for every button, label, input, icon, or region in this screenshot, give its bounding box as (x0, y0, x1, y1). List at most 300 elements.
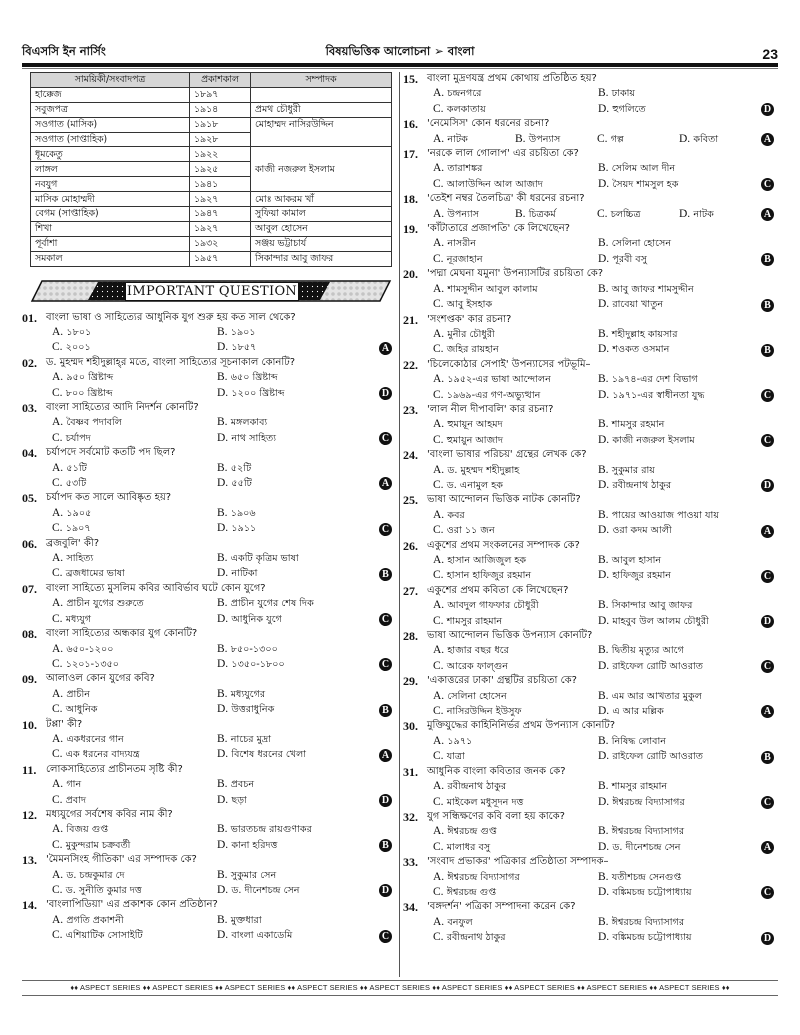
question-heading (403, 493, 778, 507)
question-heading (403, 448, 778, 462)
option-letter: C. (433, 840, 444, 853)
option-letter: B. (217, 732, 228, 745)
answer-option (433, 795, 598, 810)
question-heading (403, 403, 778, 417)
option-grid (403, 643, 778, 674)
option-grid (403, 207, 778, 222)
option-letter: D. (598, 659, 610, 672)
answer-option (433, 598, 598, 613)
answer-option (52, 386, 217, 401)
option-grid (22, 822, 394, 853)
option-letter: D. (217, 657, 229, 670)
answer-option (598, 523, 763, 538)
option-grid (403, 327, 778, 358)
question-item (403, 674, 778, 719)
option-letter: B. (598, 870, 609, 883)
option-text: ভারতচন্দ্র রায়গুণাকর (230, 824, 312, 836)
question-text: 'পদ্মা মেঘনা যমুনা' উপন্যাসটির রচয়িতা কে? (427, 268, 604, 280)
option-text: সুকুমার সেন (230, 869, 277, 881)
magazine-table (30, 72, 392, 267)
option-letter: D. (217, 703, 229, 716)
answer-option (433, 779, 598, 794)
answer-badge: C (761, 796, 774, 809)
question-text: 'বঙ্গদর্শন' পত্রিকা সম্পাদনা করেন কে? (427, 901, 576, 913)
publish-year: ১৯২৭ (190, 221, 251, 236)
option-letter: A. (433, 162, 445, 175)
option-letter: B. (217, 552, 228, 565)
question-number: 16. (403, 117, 418, 132)
question-text: টপ্পা' কী? (46, 718, 83, 730)
option-text: প্রবচন (230, 779, 255, 791)
option-grid (403, 508, 778, 539)
answer-option (433, 824, 598, 839)
answer-option (217, 461, 382, 476)
editor-name: সুফিয়া কামাল (251, 207, 392, 222)
option-grid (403, 915, 778, 946)
option-text: মাহবুব উল আলম চৌধুরী (612, 615, 709, 627)
option-letter: A. (433, 373, 445, 386)
question-number: 33. (403, 855, 418, 870)
editor-name: মোঃ আকরম খাঁ (251, 192, 392, 207)
option-letter: C. (433, 102, 444, 115)
magazine-name: লাঙ্গল (31, 162, 190, 177)
magazine-name: মাসিক মোহাম্মদী (31, 192, 190, 207)
answer-option (217, 612, 382, 627)
option-letter: A. (433, 237, 445, 250)
answer-option (52, 340, 217, 355)
option-letter: D. (217, 884, 229, 897)
option-letter: D. (217, 386, 229, 399)
answer-option (217, 506, 382, 521)
option-text: প্রাচীন যুগের শেষ দিক (230, 598, 314, 610)
option-grid (22, 461, 394, 492)
question-item (403, 117, 778, 147)
answer-option (433, 327, 598, 342)
table-row (31, 192, 392, 207)
option-text: এশিয়াটিক সোসাইটি (65, 930, 143, 942)
option-text: হুমায়ূন আহমদ (447, 419, 503, 431)
editor-name: সিকান্দার আবু জাফর (251, 251, 392, 266)
option-text: আধুনিক যুগে (231, 613, 282, 625)
magazine-name: সবুজপত্র (31, 102, 190, 117)
option-text: ড. দীনেশচন্দ্র সেন (612, 841, 681, 853)
question-number: 07. (22, 581, 37, 596)
magazine-name: হাক্কেজ (31, 87, 190, 102)
option-text: নাথ সাহিত্য (231, 432, 277, 444)
question-item (403, 403, 778, 448)
answer-option (598, 598, 763, 613)
option-letter: B. (217, 325, 228, 338)
option-text: হাজার বছর ধরে (447, 645, 509, 657)
question-heading (403, 719, 778, 733)
answer-badge: A (761, 841, 774, 854)
question-heading (403, 117, 778, 131)
answer-option (52, 793, 217, 808)
option-grid (22, 642, 394, 673)
question-heading (403, 72, 778, 86)
question-heading (22, 808, 394, 822)
question-item (403, 313, 778, 358)
answer-option (52, 596, 217, 611)
answer-option (433, 643, 598, 658)
answer-option (598, 433, 763, 448)
question-text: 'একাত্তরের ঢাকা' গ্রন্থটির রচয়িতা কে? (427, 675, 577, 687)
option-letter: A. (52, 371, 64, 384)
option-text: ৫৫টি (231, 478, 252, 490)
answer-option (52, 868, 217, 883)
answer-option (598, 177, 763, 192)
option-letter: D. (598, 569, 610, 582)
option-text: মুকুন্দরাম চক্রবর্তী (65, 839, 131, 851)
answer-option (433, 372, 598, 387)
answer-badge: D (379, 884, 392, 897)
question-item (403, 147, 778, 192)
question-item (403, 810, 778, 855)
option-text: মধ্যযুগের (230, 688, 266, 700)
question-heading (403, 629, 778, 643)
option-grid (22, 551, 394, 582)
option-letter: C. (433, 478, 444, 491)
answer-badge: D (761, 932, 774, 945)
publish-year: ১৯৪৭ (190, 207, 251, 222)
column-header: প্রকাশকাল (190, 73, 251, 88)
option-grid (403, 86, 778, 117)
question-number: 06. (22, 536, 37, 551)
option-text: ১৯৭৪-এর দেশ বিভাগ (611, 374, 698, 386)
question-heading (403, 358, 778, 372)
option-text: মালাধর বসু (446, 841, 491, 853)
answer-option (598, 297, 763, 312)
option-letter: A. (52, 642, 64, 655)
answer-option (433, 161, 598, 176)
question-item (22, 401, 394, 446)
answer-option (52, 747, 217, 762)
question-text: বাংলা সাহিত্যে মুসলিম কবির আবির্ভাব ঘটে কোন যুগে? (46, 582, 266, 594)
question-list-left (22, 311, 394, 944)
editor-name: প্রমথ চৌধুরী (251, 102, 392, 117)
answer-option (52, 325, 217, 340)
question-number: 27. (403, 583, 418, 598)
footer-rule-top (22, 980, 778, 981)
answer-option (598, 236, 763, 251)
option-text: উপন্যাস (528, 133, 561, 145)
magazine-name: সমকাল (31, 251, 190, 266)
question-number: 25. (403, 493, 418, 508)
question-heading (403, 900, 778, 914)
option-grid (403, 161, 778, 192)
option-letter: A. (433, 915, 445, 928)
answer-badge: B (379, 839, 392, 852)
option-grid (22, 415, 394, 446)
answer-option (598, 659, 763, 674)
answer-option (217, 883, 382, 898)
option-text: ১২০০ খ্রিষ্টাব্দ (231, 387, 285, 399)
answer-option (598, 704, 763, 719)
answer-badge: C (379, 523, 392, 536)
answer-option (598, 915, 763, 930)
option-text: গান (66, 779, 82, 791)
option-letter: D. (598, 524, 610, 537)
option-grid (403, 598, 778, 629)
question-item (403, 358, 778, 403)
option-grid (22, 325, 394, 356)
answer-badge: C (761, 886, 774, 899)
question-item (22, 718, 394, 763)
answer-option (52, 566, 217, 581)
question-item (403, 719, 778, 764)
option-grid (403, 870, 778, 901)
option-text: যাত্রা (446, 751, 465, 763)
answer-option (52, 431, 217, 446)
question-heading (403, 584, 778, 598)
option-letter: D. (679, 132, 691, 145)
answer-option (598, 161, 763, 176)
question-item (403, 629, 778, 674)
question-heading (403, 267, 778, 281)
question-text: মধ্যযুগের সর্বশেষ কবির নাম কী? (46, 808, 173, 820)
option-letter: B. (515, 207, 526, 220)
question-number: 24. (403, 448, 418, 463)
answer-option (433, 614, 598, 629)
answer-option (433, 342, 598, 357)
option-letter: A. (433, 282, 445, 295)
answer-option (598, 388, 763, 403)
option-letter: A. (433, 207, 445, 220)
option-letter: B. (598, 825, 609, 838)
answer-option (217, 521, 382, 536)
option-letter: B. (217, 416, 228, 429)
option-text: ড. চন্দ্রকুমার দে (66, 869, 125, 881)
answer-badge: C (761, 570, 774, 583)
option-letter: B. (598, 508, 609, 521)
question-heading (403, 765, 778, 779)
page-number: 23 (762, 46, 778, 62)
question-heading (22, 537, 394, 551)
answer-option (679, 132, 761, 147)
option-letter: A. (433, 418, 445, 431)
answer-option (433, 689, 598, 704)
option-grid (403, 236, 778, 267)
option-text: জহির রায়হান (446, 344, 499, 356)
question-item (22, 627, 394, 672)
magazine-name: নবযুগ (31, 177, 190, 192)
option-letter: A. (433, 554, 445, 566)
option-letter: B. (598, 282, 609, 295)
option-letter: D. (217, 567, 229, 580)
option-letter: C. (52, 522, 63, 535)
answer-option (217, 340, 382, 355)
magazine-name: শিখা (31, 221, 190, 236)
answer-badge: C (379, 930, 392, 943)
question-number: 28. (403, 629, 418, 644)
option-letter: B. (217, 371, 228, 384)
option-text: শামসুর রাহমান (611, 781, 668, 793)
answer-option (598, 102, 763, 117)
question-heading (22, 356, 394, 370)
answer-option (598, 252, 763, 267)
option-text: হুমায়ুন আজাদ (446, 434, 503, 446)
page-header (22, 42, 778, 62)
option-letter: A. (433, 825, 445, 838)
question-text: 'লাল নীল দীপাবলি' কার রচনা? (427, 403, 554, 415)
option-text: কবর (447, 509, 465, 521)
left-column (22, 72, 394, 944)
answer-option (52, 461, 217, 476)
option-letter: B. (598, 734, 609, 747)
option-letter: A. (52, 868, 64, 881)
option-text: সেলিম আল দীন (611, 163, 676, 175)
option-grid (403, 282, 778, 313)
option-text: ড. সুনীতি কুমার দত্ত (65, 885, 142, 897)
option-letter: C. (433, 252, 444, 265)
option-letter: C. (433, 659, 444, 672)
option-text: চলচ্চিত্র (610, 208, 641, 220)
magazine-name: সওগাত (মাসিক) (31, 117, 190, 132)
answer-option (217, 913, 382, 928)
answer-badge: A (379, 342, 392, 355)
answer-option (433, 930, 598, 945)
publish-year: ১৯৩২ (190, 236, 251, 251)
question-number: 13. (22, 853, 37, 868)
question-item (403, 584, 778, 629)
option-text: নাসিরউদ্দিন ইউসুফ (446, 706, 522, 718)
question-text: বাংলা মুদ্রণযন্ত্র প্রথম কোথায় প্রতিষ্ঠিত হয়? (427, 73, 597, 84)
option-text: আধুনিক (65, 704, 98, 716)
question-heading (403, 192, 778, 206)
question-item (403, 267, 778, 312)
answer-option (433, 915, 598, 930)
option-letter: D. (217, 748, 229, 761)
option-letter: D. (598, 433, 610, 446)
option-text: ১৩৫০-১৮০০ (231, 658, 285, 670)
question-text: 'সংবাদ প্রভাকর' পত্রিকার প্রতিষ্ঠাতা সম্পাদক– (427, 856, 609, 868)
question-item (22, 491, 394, 536)
answer-option (598, 840, 763, 855)
book-title: বিএসসি ইন নার্সিং (22, 44, 106, 58)
option-letter: C. (52, 567, 63, 580)
option-text: দ্বিতীয় মৃত্যুর আগে (611, 645, 684, 657)
option-letter: B. (598, 373, 609, 386)
option-text: ১৯০১ (230, 326, 256, 338)
answer-badge: C (761, 434, 774, 447)
answer-badge: C (379, 432, 392, 445)
option-grid (22, 687, 394, 718)
option-letter: A. (52, 597, 64, 610)
option-letter: C. (52, 793, 63, 806)
question-text: যুগ সন্ধিক্ষণের কবি বলা হয় কাকে? (427, 810, 565, 822)
option-grid (403, 372, 778, 403)
question-number: 26. (403, 538, 418, 553)
answer-badge: B (761, 299, 774, 312)
option-letter: B. (217, 868, 228, 881)
question-heading (403, 539, 778, 553)
answer-badge: A (379, 477, 392, 490)
answer-option (433, 236, 598, 251)
banner-title: IMPORTANT QUESTION (126, 283, 298, 299)
option-letter: A. (433, 132, 445, 145)
option-text: ঈশ্বরচন্দ্র বিদ্যাসাগর (611, 826, 685, 838)
option-text: একটি কৃত্রিম ভাষা (230, 553, 299, 565)
option-text: কবিতা (693, 133, 719, 145)
option-letter: A. (52, 552, 64, 565)
question-text: চর্যাপদ কত সালে আবিষ্কৃত হয়? (46, 492, 172, 504)
answer-option (52, 551, 217, 566)
option-text: আবুল হাসান (611, 555, 662, 566)
option-text: ড. মুহম্মদ শহীদুল্লাহ (447, 464, 520, 476)
answer-option (52, 913, 217, 928)
question-heading (22, 627, 394, 641)
answer-badge: C (761, 389, 774, 402)
answer-option (598, 870, 763, 885)
answer-option (217, 642, 382, 657)
answer-option (217, 431, 382, 446)
question-heading (403, 222, 778, 236)
publish-year: ১৯১৪ (190, 102, 251, 117)
option-letter: D. (598, 298, 610, 311)
answer-option (598, 643, 763, 658)
option-letter: C. (52, 703, 63, 716)
question-number: 08. (22, 627, 37, 642)
question-text: বাংলা ভাষা ও সাহিত্যের আধুনিক যুগ শুরু হয় কত সাল থেকে? (46, 311, 296, 323)
option-letter: B. (598, 689, 609, 702)
question-heading (22, 401, 394, 415)
option-text: মুনীর চৌধুরী (447, 328, 495, 340)
option-text: ৫৩টি (65, 478, 87, 490)
option-text: ঈশ্বরচন্দ্র গুপ্ত (446, 886, 497, 898)
option-letter: C. (433, 614, 444, 627)
option-text: ৬৫০ খ্রিষ্টাব্দ (230, 372, 278, 384)
answer-option (598, 568, 763, 583)
answer-option (433, 463, 598, 478)
option-grid (403, 463, 778, 494)
answer-option (217, 838, 382, 853)
option-letter: C. (433, 795, 444, 808)
question-heading (22, 853, 394, 867)
question-heading (403, 855, 778, 869)
important-question-banner (30, 279, 392, 303)
answer-option (433, 207, 515, 222)
option-text: প্রাচীন (66, 688, 90, 700)
question-text: লোকসাহিত্যের প্রাচীনতম সৃষ্টি কী? (46, 763, 183, 775)
option-grid (22, 868, 394, 899)
publish-year: ১৮৯৭ (190, 87, 251, 102)
option-text: শামসুর রহমান (611, 419, 665, 431)
option-text: ওরা ১১ জন (446, 525, 495, 537)
editor-name: কাজী নজরুল ইসলাম (251, 147, 392, 192)
answer-option (217, 596, 382, 611)
option-letter: B. (598, 463, 609, 476)
answer-option (433, 433, 598, 448)
option-text: রাবেয়া খাতুন (612, 299, 664, 311)
option-grid (22, 370, 394, 401)
option-letter: C. (52, 838, 63, 851)
option-letter: A. (433, 508, 445, 521)
option-text: বনফুল (447, 916, 473, 928)
question-item (22, 582, 394, 627)
table-row (31, 117, 392, 132)
question-number: 01. (22, 310, 37, 325)
option-letter: D. (217, 793, 229, 806)
option-text: মাইকেল মধুসূদন দত্ত (446, 796, 524, 808)
option-text: বৈষ্ণব পদাবলি (66, 417, 122, 429)
question-text: 'নরকে লাল গোলাপ' এর রচয়িতা কে? (427, 148, 579, 160)
answer-option (598, 749, 763, 764)
answer-option (52, 370, 217, 385)
answer-option (598, 779, 763, 794)
option-letter: B. (217, 597, 228, 610)
publish-year: ১৯৪১ (190, 177, 251, 192)
question-list-right (403, 72, 778, 946)
